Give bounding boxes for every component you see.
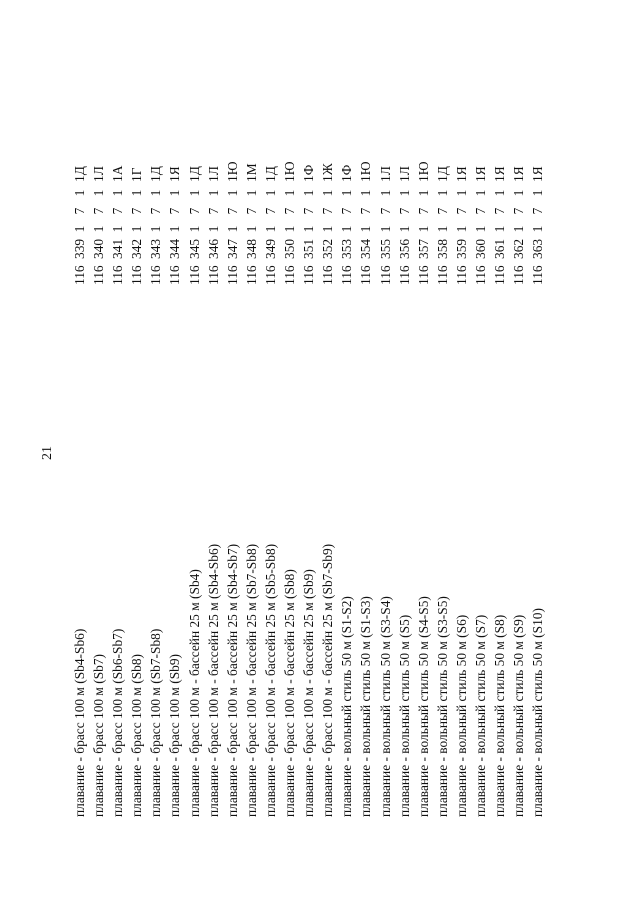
table-row (242, 0, 261, 905)
code-part-1: 116 (301, 265, 317, 285)
sport-discipline: плавание - вольный стиль 50 м (S9) (511, 614, 527, 817)
code-part-5: 1 (339, 189, 355, 197)
code-part-3: 1 (358, 225, 374, 233)
code-part-6: 1Л (91, 166, 107, 182)
code-part-5: 1 (320, 189, 336, 197)
code-part-3: 1 (72, 225, 87, 233)
code-part-1: 116 (511, 265, 527, 285)
sport-discipline: плавание - вольный стиль 50 м (S7) (472, 614, 488, 817)
page-number: 21 (40, 446, 55, 460)
code-part-2: 359 (453, 238, 469, 259)
code-part-1: 116 (377, 265, 393, 285)
code-part-1: 116 (224, 265, 240, 285)
code-part-4: 7 (186, 207, 202, 215)
code-part-3: 1 (262, 225, 278, 233)
table-row (471, 0, 490, 905)
code-part-2: 351 (301, 238, 317, 259)
code-part-1: 116 (492, 265, 508, 285)
code-part-4: 7 (205, 207, 221, 215)
sport-discipline: плавание - брасс 100 м (Sb4-Sb6) (72, 628, 87, 817)
table-row (70, 0, 89, 905)
code-part-5: 1 (396, 189, 412, 197)
table-row (280, 0, 299, 905)
code-part-1: 116 (129, 265, 145, 285)
code-part-3: 1 (148, 225, 164, 233)
code-part-2: 340 (91, 238, 107, 259)
code-part-6: 1Ф (339, 164, 355, 182)
code-part-6: 1Л (377, 166, 393, 182)
code-part-4: 7 (282, 207, 298, 215)
code-part-1: 116 (453, 265, 469, 285)
code-part-2: 343 (148, 238, 164, 259)
code-part-6: 1Д (262, 166, 278, 182)
code-part-4: 7 (110, 207, 126, 215)
table-row (146, 0, 165, 905)
code-part-5: 1 (148, 189, 164, 197)
code-part-4: 7 (91, 207, 107, 215)
code-part-2: 354 (358, 238, 374, 259)
code-part-4: 7 (148, 207, 164, 215)
code-part-2: 353 (339, 238, 355, 259)
sport-discipline: плавание - брасс 100 м - бассейн 25 м (Sb7-Sb9) (320, 543, 336, 817)
sport-discipline: плавание - вольный стиль 50 м (S5) (396, 614, 412, 817)
code-part-6: 1Я (453, 166, 469, 182)
code-part-1: 116 (472, 265, 488, 285)
code-part-1: 116 (262, 265, 278, 285)
sport-discipline: плавание - вольный стиль 50 м (S3-S5) (434, 596, 450, 817)
table-row (165, 0, 184, 905)
table-row (452, 0, 471, 905)
sport-discipline: плавание - брасс 100 м (Sb9) (167, 653, 183, 817)
sport-discipline: плавание - брасс 100 м - бассейн 25 м (Sb4) (186, 569, 202, 817)
code-part-2: 348 (243, 238, 259, 259)
code-part-4: 7 (396, 207, 412, 215)
table-row (185, 0, 204, 905)
code-part-6: 1Д (72, 166, 87, 182)
code-part-5: 1 (434, 189, 450, 197)
code-part-2: 345 (186, 238, 202, 259)
code-part-1: 116 (72, 265, 87, 285)
code-part-6: 1Г (129, 167, 145, 182)
code-part-1: 116 (358, 265, 374, 285)
table-row (204, 0, 223, 905)
code-part-2: 355 (377, 238, 393, 259)
code-part-4: 7 (530, 207, 546, 215)
table-row (127, 0, 146, 905)
code-part-3: 1 (224, 225, 240, 233)
code-part-6: 1Я (530, 166, 546, 182)
sport-discipline: плавание - вольный стиль 50 м (S10) (530, 608, 546, 817)
sport-discipline: плавание - вольный стиль 50 м (S3-S4) (377, 596, 393, 817)
code-part-3: 1 (110, 225, 126, 233)
code-part-6: 1Л (205, 166, 221, 182)
code-part-5: 1 (377, 189, 393, 197)
code-part-5: 1 (243, 189, 259, 197)
code-part-6: 1Д (148, 166, 164, 182)
code-part-5: 1 (129, 189, 145, 197)
table-row (433, 0, 452, 905)
code-part-4: 7 (129, 207, 145, 215)
table-row (490, 0, 509, 905)
sport-discipline: плавание - брасс 100 м - бассейн 25 м (Sb4-Sb6) (205, 543, 221, 817)
code-part-3: 1 (91, 225, 107, 233)
code-part-3: 1 (243, 225, 259, 233)
code-part-6: 1Ж (320, 163, 336, 182)
code-part-6: 1А (110, 165, 126, 182)
code-part-6: 1М (243, 163, 259, 182)
code-part-6: 1Ю (358, 161, 374, 182)
sport-discipline: плавание - вольный стиль 50 м (S1-S2) (339, 596, 355, 817)
sport-discipline: плавание - вольный стиль 50 м (S4-S5) (415, 596, 431, 817)
code-part-6: 1Я (167, 166, 183, 182)
code-table (70, 0, 547, 905)
code-part-6: 1Я (472, 166, 488, 182)
code-part-5: 1 (301, 189, 317, 197)
code-part-3: 1 (492, 225, 508, 233)
code-part-3: 1 (129, 225, 145, 233)
code-part-1: 116 (148, 265, 164, 285)
code-part-5: 1 (453, 189, 469, 197)
code-part-5: 1 (511, 189, 527, 197)
code-part-3: 1 (396, 225, 412, 233)
code-part-4: 7 (434, 207, 450, 215)
code-part-2: 358 (434, 238, 450, 259)
code-part-5: 1 (72, 189, 87, 197)
code-part-1: 116 (530, 265, 546, 285)
sport-discipline: плавание - вольный стиль 50 м (S8) (492, 614, 508, 817)
code-part-1: 116 (415, 265, 431, 285)
sport-discipline: плавание - брасс 100 м - бассейн 25 м (Sb7-Sb8) (243, 543, 259, 817)
code-part-6: 1Д (186, 166, 202, 182)
sport-discipline: плавание - брасс 100 м (Sb8) (129, 653, 145, 817)
code-part-5: 1 (262, 189, 278, 197)
sport-discipline: плавание - брасс 100 м - бассейн 25 м (Sb5-Sb8) (262, 543, 278, 817)
code-part-5: 1 (282, 189, 298, 197)
code-part-2: 357 (415, 238, 431, 259)
code-part-5: 1 (167, 189, 183, 197)
code-part-2: 344 (167, 238, 183, 259)
code-part-6: 1Л (396, 166, 412, 182)
code-part-6: 1Ф (301, 164, 317, 182)
code-part-3: 1 (282, 225, 298, 233)
sport-discipline: плавание - брасс 100 м - бассейн 25 м (Sb9) (301, 569, 317, 817)
code-part-4: 7 (415, 207, 431, 215)
code-part-1: 116 (110, 265, 126, 285)
sport-discipline: плавание - брасс 100 м (Sb6-Sb7) (110, 628, 126, 817)
code-part-3: 1 (186, 225, 202, 233)
code-part-2: 350 (282, 238, 298, 259)
code-part-4: 7 (224, 207, 240, 215)
code-part-2: 362 (511, 238, 527, 259)
table-row (337, 0, 356, 905)
code-part-4: 7 (339, 207, 355, 215)
table-row (414, 0, 433, 905)
code-part-3: 1 (301, 225, 317, 233)
code-part-3: 1 (434, 225, 450, 233)
code-part-2: 352 (320, 238, 336, 259)
code-part-3: 1 (167, 225, 183, 233)
code-part-3: 1 (339, 225, 355, 233)
sport-discipline: плавание - вольный стиль 50 м (S1-S3) (358, 596, 374, 817)
table-row (528, 0, 547, 905)
code-part-3: 1 (453, 225, 469, 233)
code-part-4: 7 (377, 207, 393, 215)
code-part-1: 116 (186, 265, 202, 285)
sport-discipline: плавание - вольный стиль 50 м (S6) (453, 614, 469, 817)
code-part-2: 347 (224, 238, 240, 259)
code-part-4: 7 (453, 207, 469, 215)
sport-discipline: плавание - брасс 100 м (Sb7-Sb8) (148, 628, 164, 817)
code-part-1: 116 (91, 265, 107, 285)
code-part-2: 341 (110, 238, 126, 259)
sport-discipline: плавание - брасс 100 м - бассейн 25 м (Sb8) (282, 569, 298, 817)
code-part-1: 116 (320, 265, 336, 285)
code-part-5: 1 (224, 189, 240, 197)
code-part-3: 1 (320, 225, 336, 233)
code-part-2: 360 (472, 238, 488, 259)
table-row (395, 0, 414, 905)
code-part-4: 7 (358, 207, 374, 215)
code-part-6: 1Я (511, 166, 527, 182)
code-part-5: 1 (205, 189, 221, 197)
code-part-4: 7 (243, 207, 259, 215)
sport-discipline: плавание - брасс 100 м - бассейн 25 м (Sb4-Sb7) (224, 543, 240, 817)
code-part-6: 1Ю (415, 161, 431, 182)
code-part-1: 116 (243, 265, 259, 285)
table-row (356, 0, 375, 905)
code-part-4: 7 (72, 207, 87, 215)
code-part-6: 1Д (434, 166, 450, 182)
code-part-5: 1 (472, 189, 488, 197)
code-part-3: 1 (377, 225, 393, 233)
code-part-3: 1 (530, 225, 546, 233)
code-part-1: 116 (282, 265, 298, 285)
code-part-6: 1Ю (224, 161, 240, 182)
code-part-3: 1 (205, 225, 221, 233)
code-part-2: 361 (492, 238, 508, 259)
code-part-1: 116 (205, 265, 221, 285)
code-part-2: 339 (72, 238, 87, 259)
code-part-2: 346 (205, 238, 221, 259)
code-part-5: 1 (492, 189, 508, 197)
code-part-5: 1 (186, 189, 202, 197)
code-part-4: 7 (492, 207, 508, 215)
table-row (261, 0, 280, 905)
code-part-4: 7 (511, 207, 527, 215)
table-row (108, 0, 127, 905)
code-part-1: 116 (339, 265, 355, 285)
code-part-5: 1 (91, 189, 107, 197)
code-part-2: 349 (262, 238, 278, 259)
code-part-4: 7 (167, 207, 183, 215)
sport-discipline: плавание - брасс 100 м (Sb7) (91, 653, 107, 817)
code-part-1: 116 (396, 265, 412, 285)
code-part-4: 7 (262, 207, 278, 215)
code-part-4: 7 (320, 207, 336, 215)
table-row (223, 0, 242, 905)
code-part-5: 1 (415, 189, 431, 197)
table-row (376, 0, 395, 905)
code-part-5: 1 (110, 189, 126, 197)
code-part-3: 1 (472, 225, 488, 233)
code-part-1: 116 (167, 265, 183, 285)
code-part-1: 116 (434, 265, 450, 285)
code-part-4: 7 (301, 207, 317, 215)
code-part-3: 1 (511, 225, 527, 233)
table-row (318, 0, 337, 905)
code-part-2: 356 (396, 238, 412, 259)
table-row (299, 0, 318, 905)
code-part-2: 363 (530, 238, 546, 259)
code-part-3: 1 (415, 225, 431, 233)
code-part-6: 1Ю (282, 161, 298, 182)
table-row (89, 0, 108, 905)
code-part-5: 1 (530, 189, 546, 197)
code-part-5: 1 (358, 189, 374, 197)
table-row (509, 0, 528, 905)
code-part-2: 342 (129, 238, 145, 259)
code-part-4: 7 (472, 207, 488, 215)
code-part-6: 1Я (492, 166, 508, 182)
